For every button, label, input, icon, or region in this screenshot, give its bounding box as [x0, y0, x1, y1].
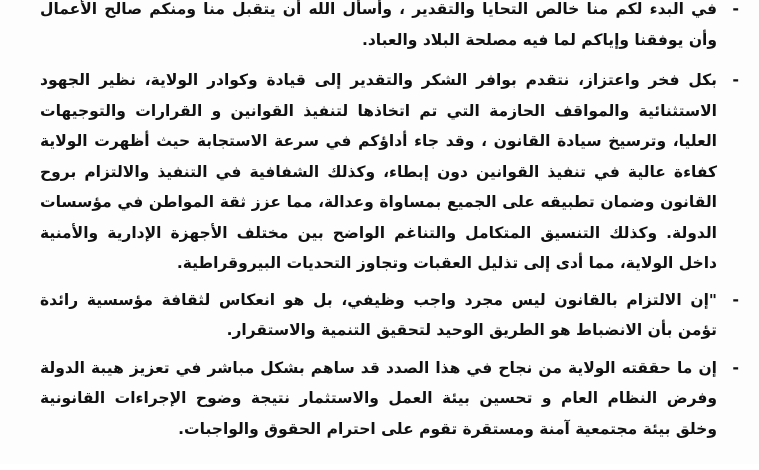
bullet-marker: -: [732, 0, 739, 18]
bullet-marker: -: [732, 357, 739, 377]
paragraph-quote: [40, 285, 741, 346]
paragraph-text: "إن الالتزام بالقانون ليس مجرد واجب وظيفي، بل هو انعكاس لثقافة مؤسسية رائدة تؤمن بأن الانضباط هو الطريق الوحيد لتحقيق التنمية والاستقرار.: [40, 290, 717, 339]
paragraph-thanks: [40, 65, 741, 279]
bullet-marker: -: [732, 70, 739, 89]
paragraph-text: إن ما حققته الولاية من نجاح في هذا الصدد قد ساهم بشكل مباشر في تعزيز هيبة الدولة وفرض النظام العام و تحسين بيئة العمل والاستثمار نتيجة وضوح الإجراءات القانونية وخلق بيئة مجتمعية آمنة ومستقرة تقوم على احترام الحقوق والواجبات.: [40, 358, 717, 438]
paragraph-text: في البدء لكم منا خالص التحايا والتقدير ، وأسأل الله أن يتقبل منا ومنكم صالح الأعمال وأن يوفقنا وإياكم لما فيه مصلحة البلاد والعباد.: [40, 0, 717, 49]
paragraph-outcome: [40, 353, 741, 445]
paragraph-greeting: [40, 0, 741, 55]
bullet-marker: -: [732, 289, 739, 309]
paragraph-text: بكل فخر واعتزاز، نتقدم بوافر الشكر والتقدير إلى قيادة وكوادر الولاية، نظير الجهود الاستثنائية والمواقف الحازمة التي تم اتخاذها لتنفيذ القوانين و القرارات والتوجيهات العليا، وترسيخ سيادة القانون ، وقد جاء أداؤكم في سرعة الاستجابة حيث أظهرت الولاية كفاءة عالية في تنفيذ القوانين دون إبطاء، وكذلك الشفافية في التنفيذ والالتزام بروح القانون وضمان تطبيقه على الجميع بمساواة وعدالة، مما عزز ثقة المواطن في مؤسسات الدولة. وكذلك التنسيق المتكامل والتناغم الواضح بين مختلف الأجهزة الإدارية والأمنية داخل الولاية، مما أدى إلى تذليل العقبات وتجاوز التحديات البيروقراطية.: [40, 71, 717, 272]
